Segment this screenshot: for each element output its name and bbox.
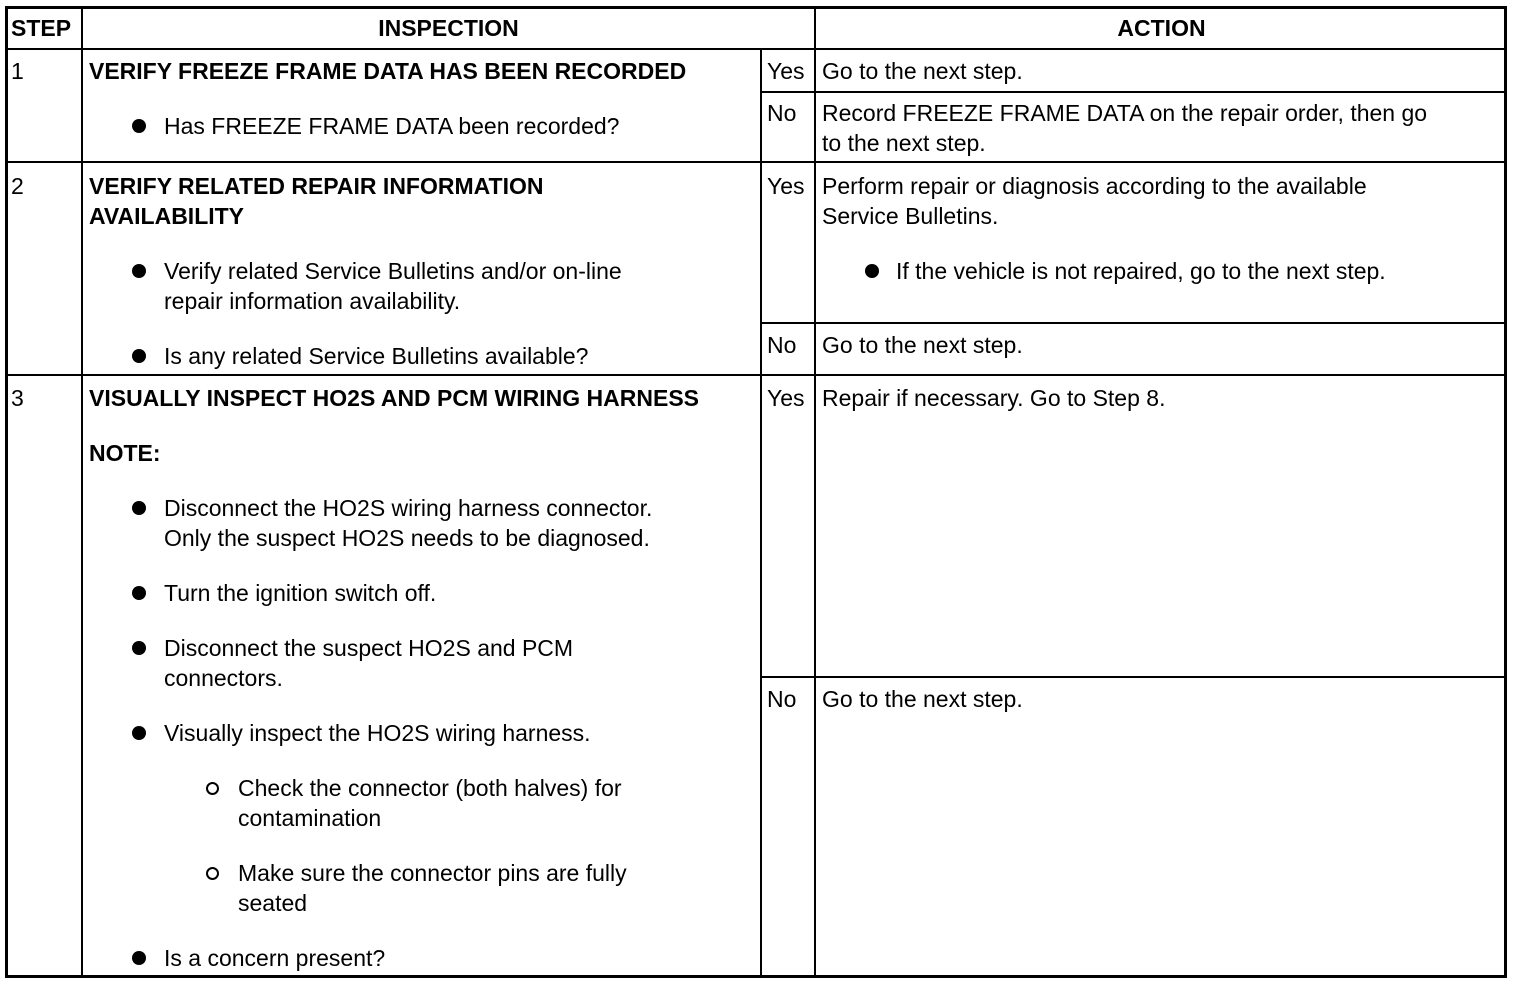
bullet-icon [132,951,146,965]
sub-bullet-icon [206,782,219,795]
bullet-icon [132,641,146,655]
inspection-bullet-line: Only the suspect HO2S needs to be diagnosed. [164,525,650,551]
step-title-line: AVAILABILITY [89,203,245,229]
yes-action-bullet: If the vehicle is not repaired, go to the next step. [896,258,1386,284]
bullet-icon [132,349,146,363]
inspection-sub-bullet-line: Make sure the connector pins are fully [238,860,627,886]
no-action-line: to the next step. [822,130,986,156]
no-label: No [767,332,797,358]
step-title-line: VERIFY RELATED REPAIR INFORMATION [89,173,544,199]
bullet-icon [865,264,879,278]
row2-divider [5,374,1507,376]
step-number: 3 [11,385,24,411]
yesno-column-divider [760,49,762,978]
step-column-divider [81,6,83,978]
inspection-bullet: Has FREEZE FRAME DATA been recorded? [164,113,620,139]
bullet-icon [132,586,146,600]
header-step: STEP [11,15,72,41]
no-action: Go to the next step. [822,332,1023,358]
yes-label: Yes [767,385,805,411]
step-title: VISUALLY INSPECT HO2S AND PCM WIRING HARNESS [89,385,700,411]
bullet-icon [132,264,146,278]
inspection-sub-bullet-line: Check the connector (both halves) for [238,775,622,801]
yes-action-line: Perform repair or diagnosis according to the available [822,173,1367,199]
row1-divider [5,161,1507,163]
header-inspection: INSPECTION [378,15,519,41]
no-action: Go to the next step. [822,686,1023,712]
inspection-bullet: Is a concern present? [164,945,386,971]
action-column-divider [814,6,816,978]
header-divider [5,48,1507,50]
inspection-sub-bullet-line: contamination [238,805,382,831]
inspection-bullet-line: Verify related Service Bulletins and/or on-line [164,258,622,284]
step3-yesno-divider [761,676,1507,678]
step1-yesno-divider [761,91,1507,93]
header-action: ACTION [1117,15,1206,41]
inspection-sub-bullet-line: seated [238,890,308,916]
inspection-bullet: Is any related Service Bulletins available? [164,343,589,369]
yes-label: Yes [767,58,805,84]
step-number: 2 [11,173,24,199]
bullet-icon [132,726,146,740]
sub-bullet-icon [206,867,219,880]
yes-action: Go to the next step. [822,58,1023,84]
yes-action: Repair if necessary. Go to Step 8. [822,385,1166,411]
inspection-bullet-line: repair information availability. [164,288,461,314]
no-label: No [767,100,797,126]
step-number: 1 [11,58,24,84]
inspection-bullet-line: connectors. [164,665,283,691]
step-title: VERIFY FREEZE FRAME DATA HAS BEEN RECORDED [89,58,687,84]
diagnostic-table [5,6,1507,978]
yes-label: Yes [767,173,805,199]
step2-yesno-divider [761,322,1507,324]
inspection-bullet: Turn the ignition switch off. [164,580,437,606]
note-label: NOTE: [89,440,161,466]
bullet-icon [132,119,146,133]
inspection-bullet-line: Disconnect the suspect HO2S and PCM [164,635,574,661]
no-action-line: Record FREEZE FRAME DATA on the repair order, then go [822,100,1428,126]
inspection-bullet-line: Disconnect the HO2S wiring harness connector. [164,495,653,521]
inspection-bullet: Visually inspect the HO2S wiring harness. [164,720,591,746]
no-label: No [767,686,797,712]
yes-action-line: Service Bulletins. [822,203,999,229]
bullet-icon [132,501,146,515]
